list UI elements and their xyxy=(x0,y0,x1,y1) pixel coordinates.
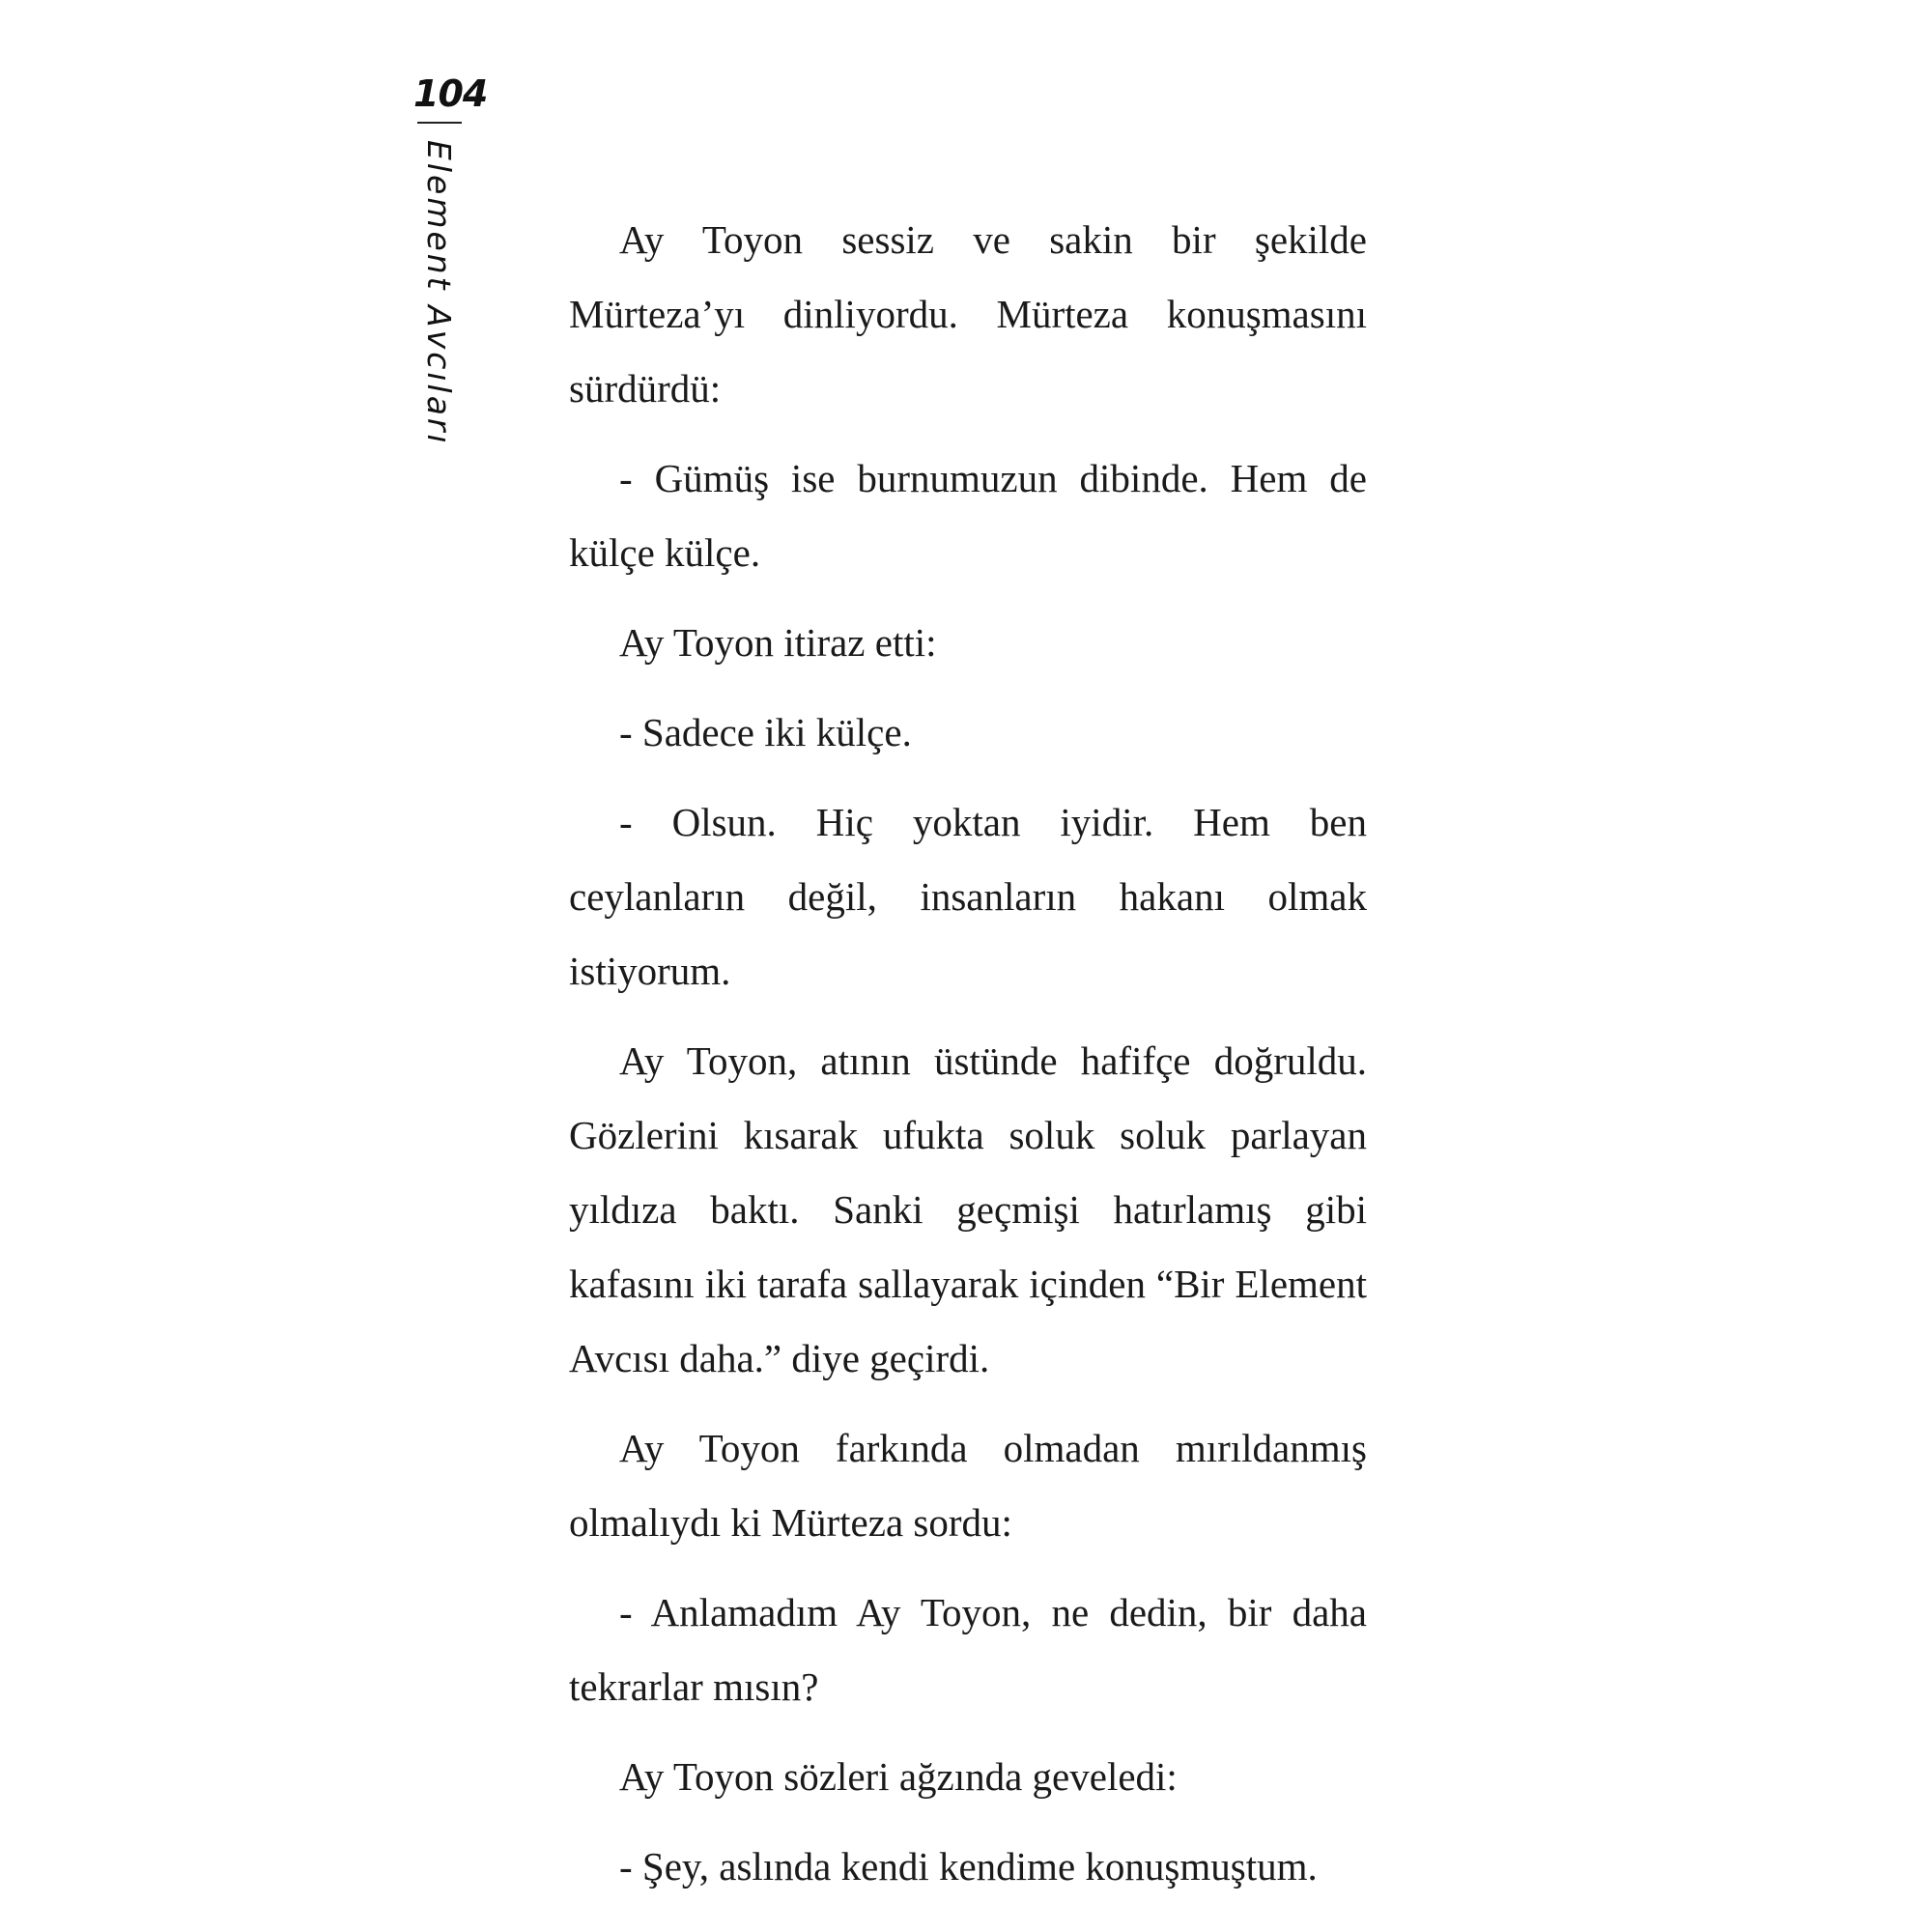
body-text xyxy=(569,203,1367,1919)
page-number: 104 xyxy=(413,72,488,115)
paragraph: - Olsun. Hiç yoktan iyidir. Hem ben ceylanların değil, insanların hakanı olmak istiyorum. xyxy=(569,800,1367,993)
paragraph: Ay Toyon sessiz ve sakin bir şekilde Mürteza’yı dinliyordu. Mürteza konuşmasını sürdürdü: xyxy=(569,217,1367,411)
header-divider xyxy=(417,122,462,124)
running-title: Element Avcıları xyxy=(420,140,458,446)
paragraph: - Gümüş ise burnumuzun dibinde. Hem de külçe külçe. xyxy=(569,456,1367,575)
paragraph: Ay Toyon sözleri ağzında geveledi: xyxy=(619,1754,1178,1799)
paragraph: Ay Toyon, atının üstünde hafifçe doğruldu. Gözlerini kısarak ufukta soluk soluk parlayan yıldıza baktı. Sanki geçmişi hatırlamış gibi kafasını iki tarafa sallayarak içinden “Bir Element Avcısı daha.” diye geçirdi. xyxy=(569,1038,1367,1380)
paragraph: Ay Toyon farkında olmadan mırıldanmış olmalıydı ki Mürteza sordu: xyxy=(569,1426,1367,1545)
paragraph: - Anlamadım Ay Toyon, ne dedin, bir daha tekrarlar mısın? xyxy=(569,1590,1367,1709)
paragraph: - Sadece iki külçe. xyxy=(619,710,912,754)
paragraph: - Şey, aslında kendi kendime konuşmuştum. xyxy=(619,1844,1318,1889)
paragraph: Ay Toyon itiraz etti: xyxy=(619,620,937,665)
